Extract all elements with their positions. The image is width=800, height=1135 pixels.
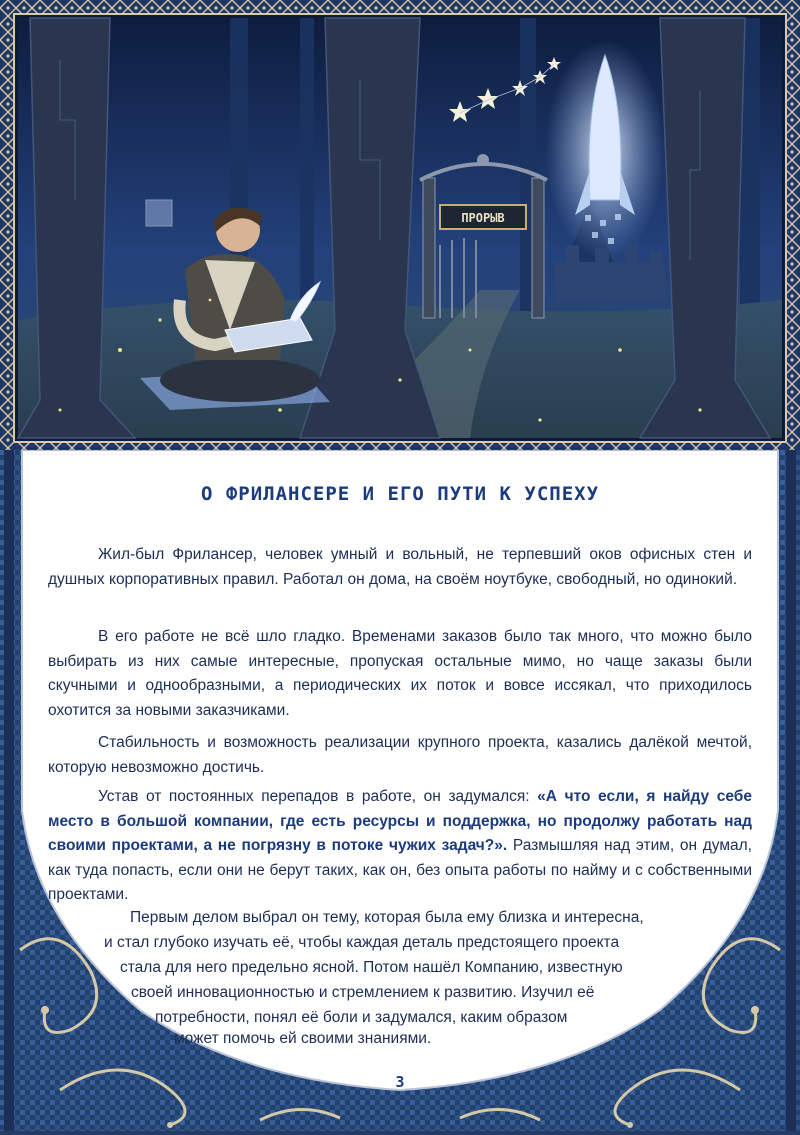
paragraph-5-line: стала для него предельно ясной. Потом нашёл Компанию, известную bbox=[120, 959, 623, 976]
paragraph-2-text: В его работе не всё шло гладко. Временами заказов было так много, что можно было выбирать из них самые интересные, пропуская остальные мимо, но чаще заказы были скучными и однообразными, а периодических их поток и вовсе иссякал, что приходилось охотится за новыми заказчиками. bbox=[48, 628, 752, 719]
forest-illustration bbox=[0, 0, 800, 456]
rocket-icon bbox=[545, 40, 665, 260]
paragraph-5-line: может помочь ей своими знаниями. bbox=[174, 1030, 432, 1047]
paragraph-3-text: Стабильность и возможность реализации крупного проекта, казались далёкой мечтой, которую невозможно достичь. bbox=[48, 734, 752, 776]
page-title: О ФРИЛАНСЕРЕ И ЕГО ПУТИ К УСПЕХУ bbox=[200, 483, 600, 505]
paragraph-1-text: Жил-был Фрилансер, человек умный и вольный, не терпевший оков офисных стен и душных корпоративных правил. Работал он дома, на своём ноутбуке, свободный, но одинокий. bbox=[48, 546, 752, 588]
paragraph-5-line: своей инновационностью и стремлением к развитию. Изучил её bbox=[131, 984, 595, 1001]
paragraph-5-line: и стал глубоко изучать её, чтобы каждая деталь предстоящего проекта bbox=[104, 934, 620, 951]
paragraph-5-line: Первым делом выбрал он тему, которая была ему близка и интересна, bbox=[130, 909, 644, 926]
page-number: 3 bbox=[395, 1073, 405, 1091]
paragraph-4-quote: «А что если, я найду себе место в большой компании, где есть ресурсы и поддержка, но продолжу работать над своими проектами, а не погрязну в потоке чужих задач?». bbox=[48, 788, 752, 854]
paragraph-5-line: потребности, понял её боли и задумался, каким образом bbox=[155, 1009, 568, 1026]
paragraph-4 bbox=[48, 785, 752, 908]
paragraph-4-end: Размышляя над этим, он думал, как туда попасть, если они не берут таких, как он, без опыта работы по найму и с собственными проектами. bbox=[48, 837, 752, 903]
night-scene bbox=[18, 18, 782, 438]
paragraph-4-start: Устав от постоянных перепадов в работе, он задумался: bbox=[98, 788, 538, 805]
gate-sign: ПРОРЫВ bbox=[461, 211, 505, 225]
paragraph-2 bbox=[48, 625, 752, 723]
paragraph-3 bbox=[48, 731, 752, 780]
qr-panel bbox=[146, 200, 172, 226]
paragraph-1 bbox=[48, 543, 752, 592]
